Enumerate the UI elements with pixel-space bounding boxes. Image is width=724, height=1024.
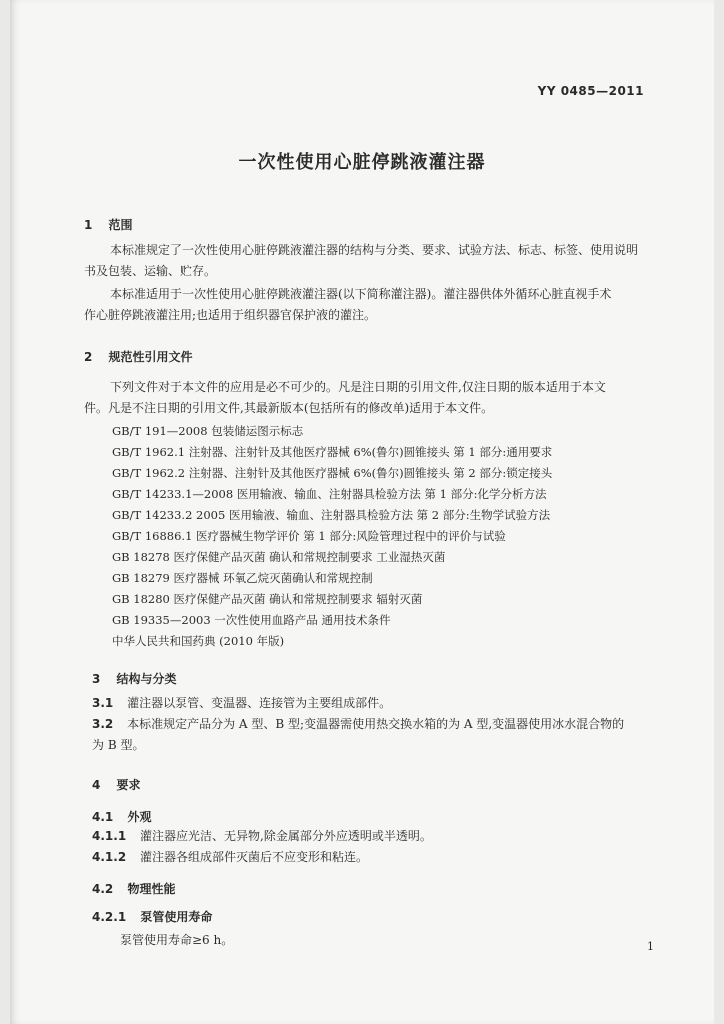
clause-number: 4.1.1	[92, 829, 127, 843]
reference-item: GB 18278 医疗保健产品灭菌 确认和常规控制要求 工业湿热灭菌	[112, 550, 446, 564]
clause-text: 本标准规定产品分为 A 型、B 型;变温器需使用热交换水箱的为 A 型,变温器使用冰水混合物的	[127, 717, 625, 731]
section-number: 4	[92, 778, 101, 792]
subsection-4-2-1-heading	[92, 908, 212, 925]
reference-item: GB/T 1962.1 注射器、注射针及其他医疗器械 6%(鲁尔)圆锥接头 第 1 部分:通用要求	[112, 445, 553, 459]
reference-item: GB/T 191—2008 包装储运图示标志	[112, 424, 304, 438]
paragraph-line: 件。凡是不注日期的引用文件,其最新版本(包括所有的修改单)适用于本文件。	[84, 401, 494, 415]
section-number: 4.1	[92, 810, 114, 824]
section-number: 3	[92, 672, 101, 686]
reference-item: GB 18280 医疗保健产品灭菌 确认和常规控制要求 辐射灭菌	[112, 592, 423, 606]
reference-item: GB/T 1962.2 注射器、注射针及其他医疗器械 6%(鲁尔)圆锥接头 第 2 部分:锁定接头	[112, 466, 553, 480]
clause-4-1-1	[92, 826, 432, 846]
section-number: 1	[84, 218, 93, 232]
paragraph-line: 本标准规定了一次性使用心脏停跳液灌注器的结构与分类、要求、试验方法、标志、标签、使用说明	[110, 243, 639, 257]
clause-number: 3.2	[92, 717, 114, 731]
document-title: 一次性使用心脏停跳液灌注器	[238, 152, 486, 173]
subsection-4-2-heading	[92, 880, 175, 897]
standard-code: YY 0485—2011	[537, 84, 644, 98]
section-number: 4.2	[92, 882, 114, 896]
page-number: 1	[647, 940, 654, 953]
clause-text: 灌注器应光洁、无异物,除金属部分外应透明或半透明。	[140, 829, 432, 843]
section-title: 结构与分类	[116, 672, 177, 686]
section-4-heading	[92, 776, 141, 793]
section-number: 2	[84, 350, 93, 364]
section-number: 4.2.1	[92, 910, 127, 924]
clause-4-1-2	[92, 847, 368, 867]
paragraph-line: 为 B 型。	[92, 738, 145, 752]
paragraph-line: 本标准适用于一次性使用心脏停跳液灌注器(以下简称灌注器)。灌注器供体外循环心脏直视手术	[110, 287, 612, 301]
clause-text: 灌注器以泵管、变温器、连接管为主要组成部件。	[127, 696, 392, 710]
reference-item: GB/T 14233.2 2005 医用输液、输血、注射器具检验方法 第 2 部分:生物学试验方法	[112, 508, 551, 522]
section-1-heading	[84, 216, 133, 233]
section-title: 物理性能	[127, 882, 176, 896]
section-2-heading	[84, 348, 193, 365]
clause-3-1	[92, 693, 391, 713]
reference-item: GB/T 16886.1 医疗器械生物学评价 第 1 部分:风险管理过程中的评价与试验	[112, 529, 506, 543]
subsection-4-1-heading	[92, 808, 151, 825]
section-title: 外观	[127, 810, 152, 824]
paragraph-line: 下列文件对于本文件的应用是必不可少的。凡是注日期的引用文件,仅注日期的版本适用于本文	[110, 380, 606, 394]
clause-number: 4.1.2	[92, 850, 127, 864]
reference-item: GB 19335—2003 一次性使用血路产品 通用技术条件	[112, 613, 391, 627]
section-title: 要求	[116, 778, 141, 792]
section-title: 规范性引用文件	[108, 350, 193, 364]
document-page	[10, 0, 714, 1024]
clause-3-2	[92, 714, 624, 734]
section-3-heading	[92, 670, 177, 687]
section-title: 泵管使用寿命	[140, 910, 213, 924]
reference-item: GB 18279 医疗器械 环氧乙烷灭菌确认和常规控制	[112, 571, 373, 585]
reference-item: GB/T 14233.1—2008 医用输液、输血、注射器具检验方法 第 1 部分:化学分析方法	[112, 487, 547, 501]
paragraph-line: 泵管使用寿命≥6 h。	[120, 933, 234, 947]
reference-item: 中华人民共和国药典 (2010 年版)	[112, 634, 285, 648]
section-title: 范围	[108, 218, 133, 232]
paragraph-line: 书及包装、运输、贮存。	[84, 264, 217, 278]
clause-text: 灌注器各组成部件灭菌后不应变形和粘连。	[140, 850, 369, 864]
paragraph-line: 作心脏停跳液灌注用;也适用于组织器官保护液的灌注。	[84, 308, 377, 322]
clause-number: 3.1	[92, 696, 114, 710]
